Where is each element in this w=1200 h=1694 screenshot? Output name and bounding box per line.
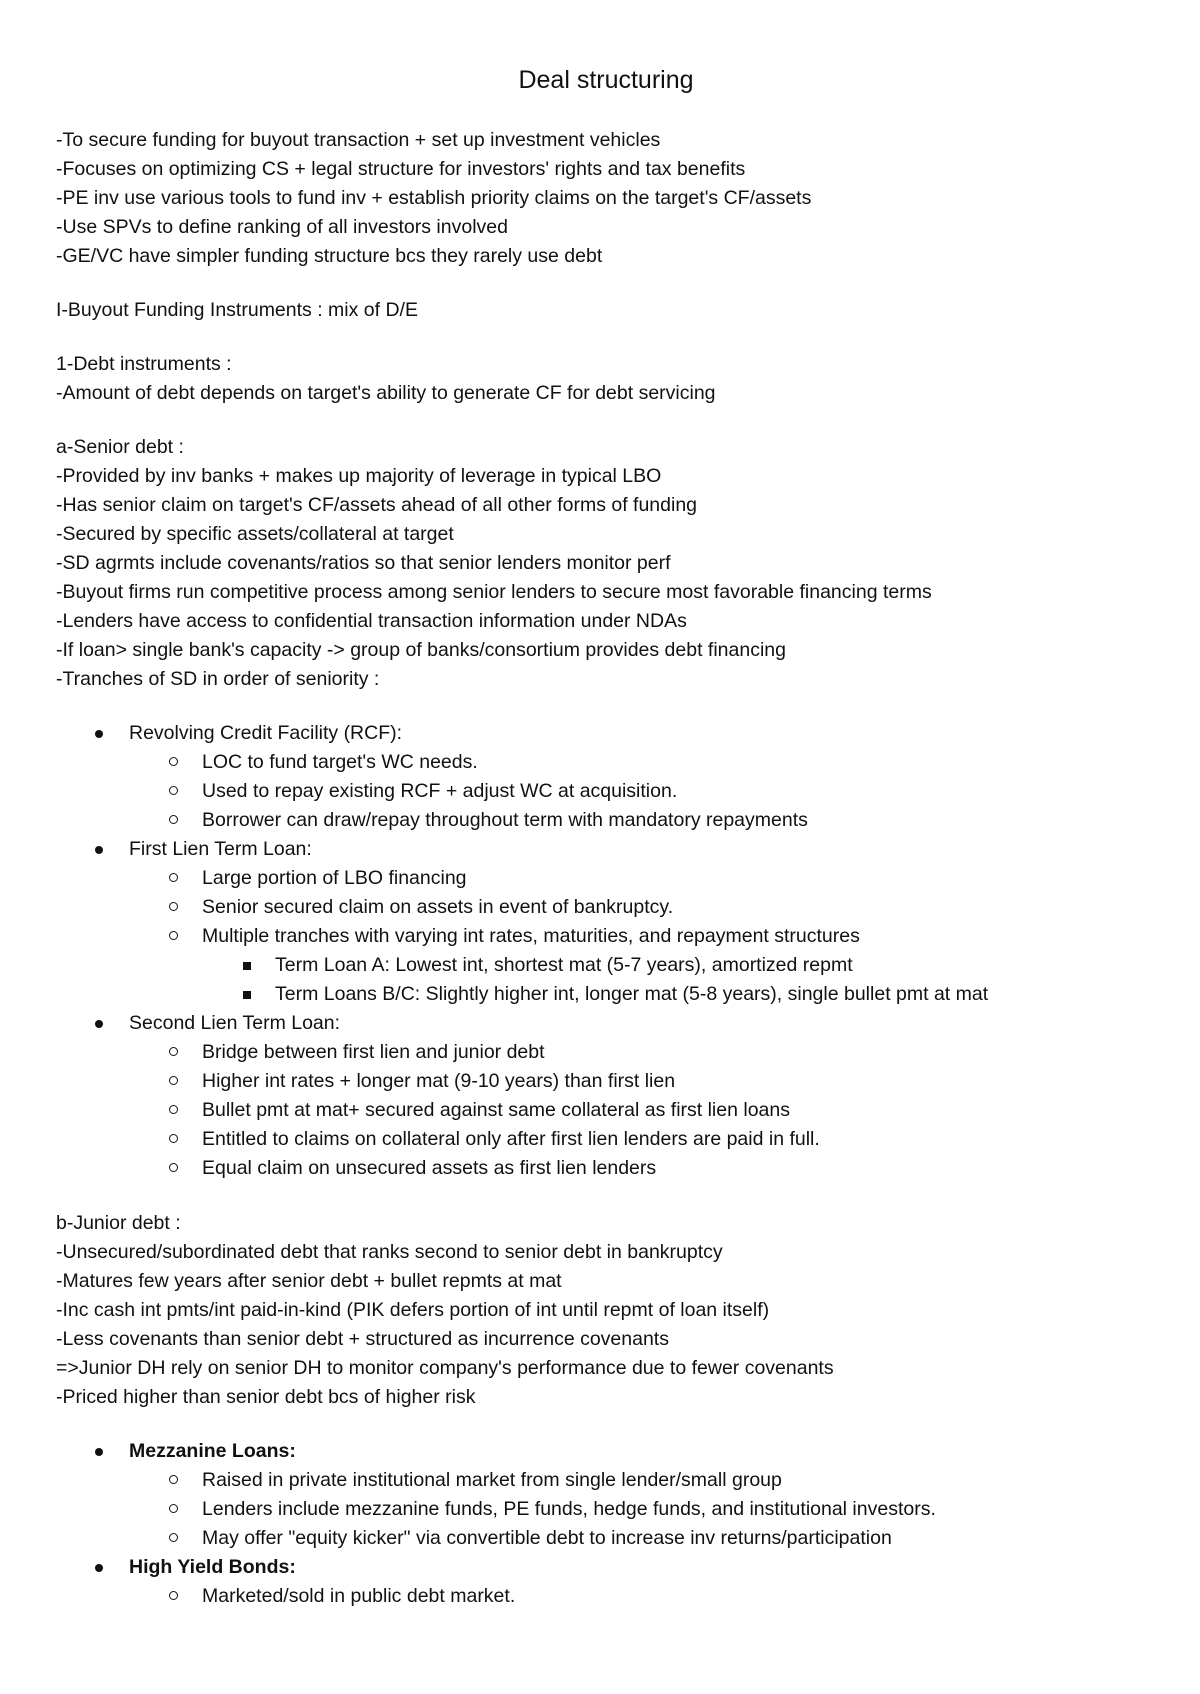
section-heading: I-Buyout Funding Instruments : mix of D/E xyxy=(56,299,418,321)
list-subitem: Used to repay existing RCF + adjust WC at acquisition. xyxy=(202,780,678,802)
senior-line: -Secured by specific assets/collateral at target xyxy=(56,523,454,545)
text-line: -Amount of debt depends on target's ability to generate CF for debt servicing xyxy=(56,382,716,404)
list-subitem: Marketed/sold in public debt market. xyxy=(202,1585,516,1607)
page-title: Deal structuring xyxy=(518,66,694,94)
list-subitem: Higher int rates + longer mat (9-10 years) than first lien xyxy=(202,1070,676,1092)
bullet-dot xyxy=(95,1564,103,1572)
bullet-square xyxy=(243,962,251,970)
list-item-rcf: Revolving Credit Facility (RCF): xyxy=(129,722,403,744)
intro-line: -Use SPVs to define ranking of all investors involved xyxy=(56,216,508,238)
senior-line: -Provided by inv banks + makes up majority of leverage in typical LBO xyxy=(56,465,662,487)
bullet-circle xyxy=(169,757,178,766)
list-subsubitem: Term Loan A: Lowest int, shortest mat (5-7 years), amortized repmt xyxy=(275,954,853,976)
junior-line: -Inc cash int pmts/int paid-in-kind (PIK defers portion of int until repmt of loan itself) xyxy=(56,1299,770,1321)
intro-line: -Focuses on optimizing CS + legal structure for investors' rights and tax benefits xyxy=(56,158,746,180)
bullet-circle xyxy=(169,1475,178,1484)
list-subitem: LOC to fund target's WC needs. xyxy=(202,751,478,773)
bullet-dot xyxy=(95,1020,103,1028)
list-subitem: Equal claim on unsecured assets as first lien lenders xyxy=(202,1157,657,1179)
list-item-second-lien: Second Lien Term Loan: xyxy=(129,1012,341,1034)
list-subitem: Senior secured claim on assets in event of bankruptcy. xyxy=(202,896,674,918)
junior-line: -Less covenants than senior debt + structured as incurrence covenants xyxy=(56,1328,669,1350)
bullet-circle xyxy=(169,1504,178,1513)
list-subitem: Bullet pmt at mat+ secured against same collateral as first lien loans xyxy=(202,1099,790,1121)
list-subitem: Multiple tranches with varying int rates, maturities, and repayment structures xyxy=(202,925,860,947)
bullet-dot xyxy=(95,1448,103,1456)
subsection-heading: 1-Debt instruments : xyxy=(56,353,232,375)
bullet-circle xyxy=(169,815,178,824)
list-subitem: Bridge between first lien and junior debt xyxy=(202,1041,545,1063)
list-item-high-yield xyxy=(129,1555,296,1579)
bullet-circle xyxy=(169,1105,178,1114)
bullet-circle xyxy=(169,1047,178,1056)
senior-line: -Has senior claim on target's CF/assets ahead of all other forms of funding xyxy=(56,494,698,516)
senior-line: -Buyout firms run competitive process among senior lenders to secure most favorable financing terms xyxy=(56,581,932,603)
junior-line: -Matures few years after senior debt + bullet repmts at mat xyxy=(56,1270,562,1292)
senior-line: -Tranches of SD in order of seniority : xyxy=(56,668,380,690)
junior-line: -Priced higher than senior debt bcs of higher risk xyxy=(56,1386,476,1408)
subsection-heading: b-Junior debt : xyxy=(56,1212,181,1234)
bullet-circle xyxy=(169,902,178,911)
intro-line: -GE/VC have simpler funding structure bcs they rarely use debt xyxy=(56,245,603,267)
mezzanine-label: Mezzanine Loans: xyxy=(129,1440,296,1462)
intro-line: -To secure funding for buyout transaction + set up investment vehicles xyxy=(56,129,661,151)
list-subitem: Entitled to claims on collateral only after first lien lenders are paid in full. xyxy=(202,1128,820,1150)
bullet-circle xyxy=(169,786,178,795)
list-subitem: Borrower can draw/repay throughout term with mandatory repayments xyxy=(202,809,808,831)
bullet-dot xyxy=(95,846,103,854)
list-subitem: May offer "equity kicker" via convertible debt to increase inv returns/participation xyxy=(202,1527,892,1549)
list-subsubitem: Term Loans B/C: Slightly higher int, longer mat (5-8 years), single bullet pmt at mat xyxy=(275,983,989,1005)
high-yield-label: High Yield Bonds: xyxy=(129,1556,296,1578)
bullet-circle xyxy=(169,873,178,882)
subsection-heading: a-Senior debt : xyxy=(56,436,184,458)
senior-line: -Lenders have access to confidential transaction information under NDAs xyxy=(56,610,687,632)
senior-line: -SD agrmts include covenants/ratios so that senior lenders monitor perf xyxy=(56,552,671,574)
bullet-circle xyxy=(169,931,178,940)
list-item-first-lien: First Lien Term Loan: xyxy=(129,838,312,860)
bullet-circle xyxy=(169,1591,178,1600)
junior-line: =>Junior DH rely on senior DH to monitor company's performance due to fewer covenants xyxy=(56,1357,834,1379)
list-subitem: Raised in private institutional market from single lender/small group xyxy=(202,1469,782,1491)
list-subitem: Large portion of LBO financing xyxy=(202,867,467,889)
junior-line: -Unsecured/subordinated debt that ranks second to senior debt in bankruptcy xyxy=(56,1241,723,1263)
bullet-circle xyxy=(169,1533,178,1542)
bullet-dot xyxy=(95,730,103,738)
senior-line: -If loan> single bank's capacity -> group of banks/consortium provides debt financing xyxy=(56,639,786,661)
intro-line: -PE inv use various tools to fund inv + establish priority claims on the target's CF/assets xyxy=(56,187,812,209)
bullet-circle xyxy=(169,1076,178,1085)
bullet-circle xyxy=(169,1163,178,1172)
bullet-square xyxy=(243,991,251,999)
list-subitem: Lenders include mezzanine funds, PE funds, hedge funds, and institutional investors. xyxy=(202,1498,936,1520)
list-item-mezzanine xyxy=(129,1439,296,1463)
bullet-circle xyxy=(169,1134,178,1143)
